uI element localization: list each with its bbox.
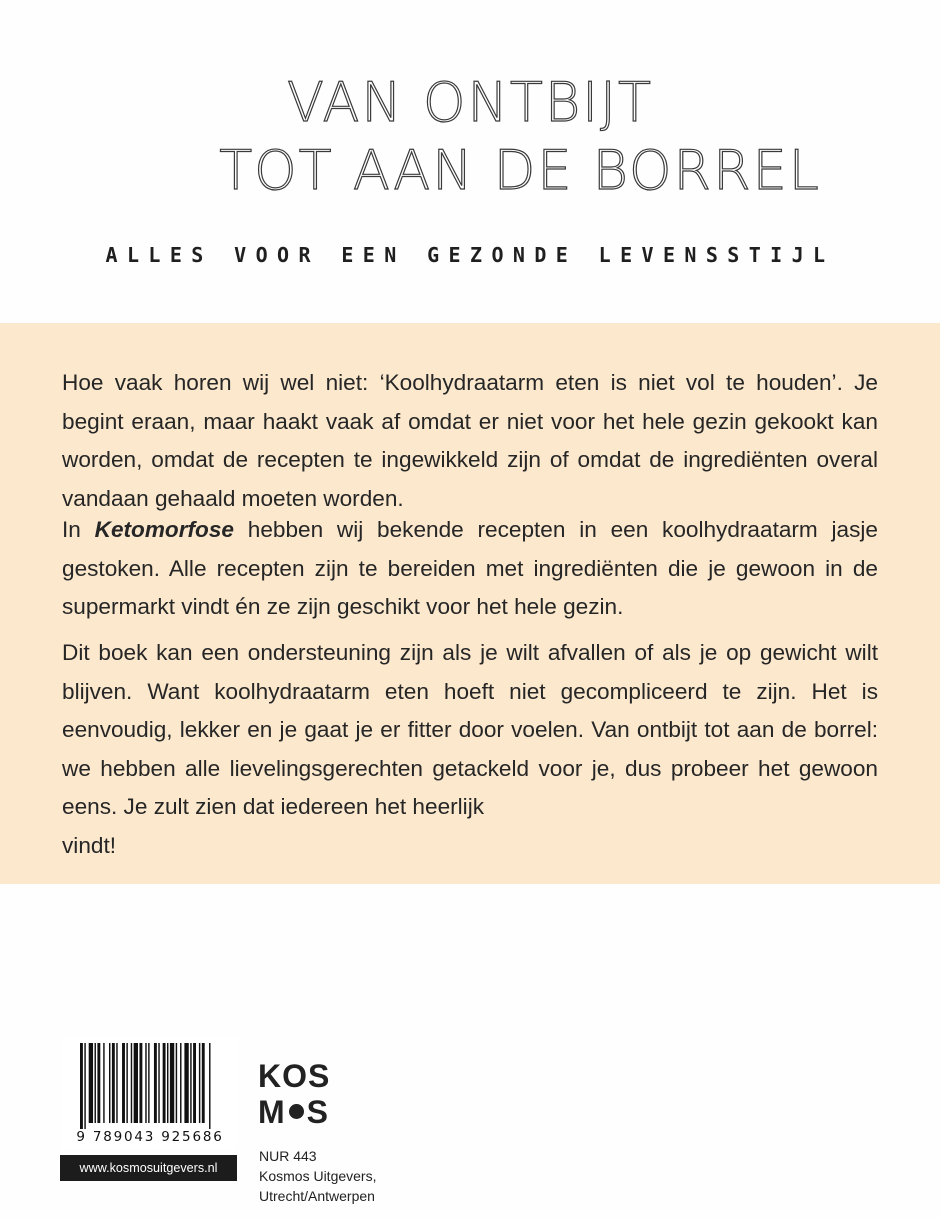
barcode-bar (116, 1043, 117, 1123)
barcode-bar (131, 1043, 132, 1123)
barcode-bar (199, 1043, 200, 1123)
barcode-bar (145, 1043, 146, 1123)
barcode-bar (80, 1043, 83, 1129)
blurb-paragraph-2 (62, 511, 878, 627)
blurb-p3-main: Dit boek kan een ondersteuning zijn als je wilt afvallen of als je op gewicht wilt blijven. Want koolhydraatarm eten hoeft niet gecompliceerd te zijn. Het is eenvoudig, lekker en je gaat je er fitter door voelen. Van ontbijt tot aan de borrel: we hebben alle lievelingsgerechten getackeld voor je, dus probeer het gewoon eens. Je zult zien dat iedereen het heerlijk (62, 640, 878, 819)
blurb-paragraph-3 (62, 634, 878, 865)
logo-line-1: KOS (258, 1058, 331, 1094)
publisher-info (259, 1146, 376, 1206)
subtitle: ALLES VOOR EEN GEZONDE LEVENSSTIJL (105, 243, 835, 267)
blurb-paragraph-1: Hoe vaak horen wij wel niet: ‘Koolhydraatarm eten is niet vol te houden’. Je begint eraan, maar haakt vaak af omdat er niet voor het hele gezin gekookt kan worden, omdat de recepten te ingewikkeld zijn of omdat de ingrediënten overal vandaan gehaald moeten worden. (62, 370, 878, 511)
barcode-bar (112, 1043, 115, 1123)
logo-line-2 (258, 1094, 348, 1130)
barcode-bar (103, 1043, 104, 1123)
logo-letter-s: S (306, 1094, 329, 1130)
barcode-bar (154, 1043, 157, 1123)
nur-code: NUR 443 (259, 1148, 317, 1164)
barcode-bar (209, 1043, 210, 1129)
blurb-p3-last: vindt! (62, 832, 117, 858)
title-line-2: TOT AAN DE BORREL (219, 139, 821, 202)
website-url[interactable]: www.kosmosuitgevers.nl (60, 1155, 237, 1181)
isbn-number: 9 789043 925686 (76, 1129, 224, 1145)
barcode-bar (122, 1043, 125, 1123)
barcode-bar (139, 1043, 142, 1123)
barcode-bar (163, 1043, 166, 1123)
book-title-ketomorfose: Ketomorfose (94, 517, 234, 542)
barcode-bar (170, 1043, 174, 1123)
title-line-1: VAN ONTBIJT (286, 71, 654, 134)
logo-dot-icon (289, 1104, 304, 1119)
barcode-bar (180, 1043, 181, 1123)
barcode-bar (89, 1043, 93, 1123)
publisher-city: Utrecht/Antwerpen (259, 1188, 375, 1204)
barcode-bar (84, 1043, 85, 1129)
barcode-bars (80, 1043, 222, 1129)
barcode-bar (134, 1043, 138, 1123)
barcode-bar (158, 1043, 159, 1123)
blurb-p2-rest: hebben wij bekende recepten in een koolhydraatarm jasje gestoken. Alle recepten zijn te bereiden met ingrediënten die je gewoon in de supermarkt vindt én ze zijn geschikt voor het hele gezin. (62, 517, 878, 619)
blurb-p2-prefix: In (62, 517, 95, 542)
barcode-bar (190, 1043, 191, 1123)
publisher-name: Kosmos Uitgevers, (259, 1168, 377, 1184)
barcode-bar (126, 1043, 127, 1123)
barcode-bar (193, 1043, 196, 1123)
barcode-bar (167, 1043, 168, 1123)
barcode-bar (148, 1043, 149, 1123)
barcode (62, 1037, 238, 1150)
barcode-bar (95, 1043, 96, 1123)
barcode-bar (109, 1043, 110, 1123)
barcode-bar (202, 1043, 205, 1123)
barcode-bar (184, 1043, 188, 1123)
logo-letter-m: M (258, 1094, 286, 1130)
barcode-bar (97, 1043, 100, 1123)
barcode-bar (176, 1043, 177, 1123)
kosmos-logo (258, 1058, 348, 1130)
